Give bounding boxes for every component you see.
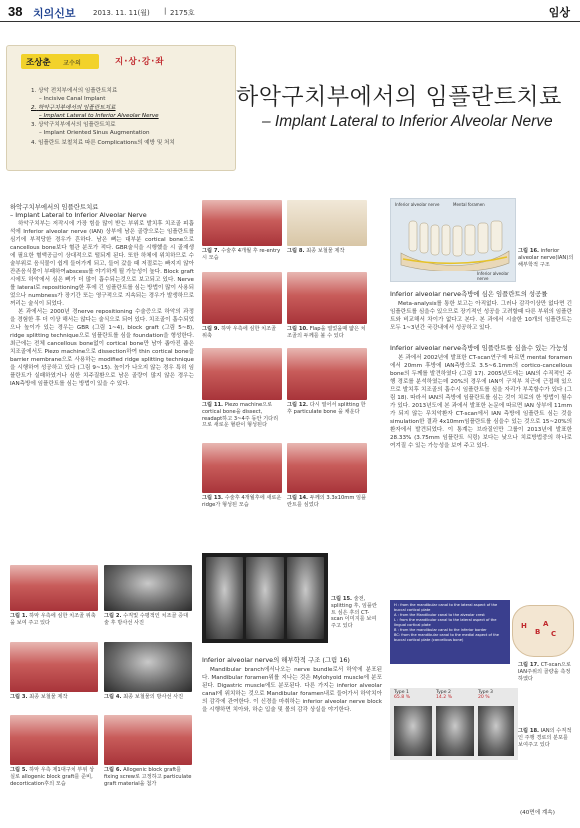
figure-13-caption: 그림 13. 수술후 4개월후에 새로운 ridge가 형성된 모습 [202, 495, 282, 508]
toc-item: 1. 상악 전치부에서의 임플란트치료 – Incisive Canal Implant [31, 88, 118, 102]
figure-7-caption: 그림 7. 수술후 4개월 후 re-entry 시 모습 [202, 248, 281, 261]
figure-5-photo [10, 715, 98, 765]
issue-date: 2013. 11. 11(월) [93, 9, 150, 17]
figure-11-photo [202, 348, 282, 400]
figure-2-xray [104, 565, 192, 611]
col3-paragraph-1: Meta-analysis를 통한 보고는 아직없다. 그러나 감각이상만 없다면 긴 임플란트를 심을수 있으므로 장기적인 성공을 고려할때 다른 부위의 임플란트와 비교해서 차이가 없다고 본다. 본 과에서 시술한 10개의 임플란트는 모두 1~3년간 국강내에서 성공하고 있다. [390, 301, 572, 331]
col1-paragraph: 하악구치부는 저작시에 가장 힘을 많이 받는 부위로 발치후 치조골 피흡석에 Inferior alveolar nerve (IAN) 상부에 남은 골량으로는 임플란트를 심기에 부적당한 경우가 흔하다. 남은 뼈는 대부분 cortical bone으로 cancellous bone보다 혈관 분포가 적다. GBR술식을 시행했을 시 골재생에 필요한 혈액공급이 상대적으로 떨되게 된다. 또한 하체에 위치하므로 수술부위로 음식물이 쉽게 들어가게 되고, 들어 갔을 때 저절로는 빠지지 않아 잔존음식물이 부패하여abscess를 야기하게 될 가능성이 높다. Block graft시에도 하악에서 심은 뼈가 더 많이 흡수되는것으로 보고되고 있다. Nerve를 lateral로 repositioning한 후에 긴 임플란트를 심는 방법이 많이 사용되었으나 numbness가 장기간 또는 영구적으로 지속되는 경우가 발생하므로 꺼리는 술식이 되었다. [10, 221, 194, 307]
figure-2-caption: 그림 2. 수직및 수평적인 치조골 증대술 후 방사선 사진 [104, 613, 189, 626]
col2-heading: Inferior alveolar nerve의 해부학적 구조 (그림 16) [202, 656, 350, 664]
figure-3-caption: 그림 3. 최종 보철물 제작 [10, 694, 68, 700]
figure-6-photo [104, 715, 192, 765]
type-3: Type 3 20 % [478, 690, 493, 700]
figure-5-caption: 그림 5. 하악 우측 제1대구치 부위 상실로 allogenic block graft를 준비, decortication후의 모습 [10, 767, 95, 787]
col3-text [390, 290, 572, 450]
legend-line: H : from the mandibular canal to the lateral aspect of the buccal cortical plate [394, 603, 498, 612]
col3-heading-2: Inferior alveolar nerve측방에 임플란트를 심을수 있는 가능성 [390, 344, 568, 352]
figure-17-diagram: H B A C [512, 605, 574, 657]
figure-8-photo [287, 200, 367, 246]
author-name: 조상춘 [26, 58, 51, 68]
col3-heading-1: Inferior alveolar nerve측방에 심은 임플란트의 성공률 [390, 290, 548, 298]
figure-17-legend [390, 600, 510, 664]
figure-1-photo [10, 565, 98, 611]
fig16-label: Inferior alveolar nerve [477, 271, 509, 281]
continued-note: (40면에 계속) [520, 810, 555, 816]
fig16-label: Mental foramen [453, 202, 485, 207]
figure-18-diagram [390, 688, 518, 760]
col2-bottom [202, 656, 382, 714]
type-2: Type 2 14.2 % [436, 690, 453, 700]
type-1: Type 1 65.8 % [394, 690, 411, 700]
figure-15-ct [202, 553, 328, 643]
toc-item-current: 2. 하악구치부에서의 임플란트치료 – Implant Lateral to Inferior Alveolar Nerve [31, 105, 159, 119]
page-header [0, 0, 580, 22]
series-title: 지·상·강·좌 [115, 57, 165, 67]
figure-18-caption: 그림 18. IAN의 수직적인 주행 경로의 분포를 보여주고 있다 [518, 728, 572, 748]
col1-subhead-en: – Implant Lateral to Inferior Alveolar Nerve [10, 211, 147, 219]
figure-12-caption: 그림 12. 다시 열어서 splitting 한후 particulate bone 을 채운다 [287, 402, 366, 415]
legend-line: A : from the Mandibular canal to the alveolar crest [394, 613, 485, 617]
figure-1-caption: 그림 1. 하악 우측에 심한 치조골 위축을 보여 주고 있다 [10, 613, 96, 626]
figure-16-illustration [390, 198, 516, 282]
jaw-drawing [399, 213, 511, 271]
figure-10-caption: 그림 10. Flap을 열었을때 얇은 치조골의 두께를 볼 수 있다 [287, 326, 366, 339]
figure-4-xray [104, 642, 192, 692]
figure-9-caption: 그림 9. 하악 우측에 심한 치조골 위축 [202, 326, 277, 339]
newspaper-name: 치의신보 [33, 7, 76, 20]
article-title-ko: 하악구치부에서의 임플란트치료 [236, 84, 562, 110]
toc-item: 3. 상악구치부에서의 임플란트치료 – Implant Oriented Sinus Augmentation [31, 122, 150, 136]
col1-text [10, 203, 194, 388]
col1-paragraph: 본 과에서는 2000년 경nerve repositioning 수술증으로 하악의 과정을 경험한 후 더 이상 해서는 않다는 술식으로 되어 있다. 치조골이 흡수되었으나 높이가 있는 경우는 GBR (그림 1~4), block graft (그림 5~8), ridge splitting technique으로 임플란트를 심을 foundation을 형성한다. 최근에는 전체 cancellous bone없이 cortical bone만 남아 좁아진 좁은 치조골에서도 Piezo machine으로 dissection하여 thin cortical bone을 barrier membrane으로 사용하는 modified ridge splitting technique을 시행하여 성공하고 있다 (그림 9~15). 높이가 나오지 않는 경우 특히 임플란트가 실패하였거나 심한 치주질환으로 남은 골량이 많지 않은 경우는 IAN측방에 임플란트를 심는 방법이 있을 수 있다. [10, 309, 194, 387]
figure-14-caption: 그림 14. 두께의 3.3x10mm 임플란트를 심었다 [287, 495, 367, 508]
col2-paragraph: Mandibular branch에서나오는 nerve bundle로서 하악에 분포된다. Mandibular foramen위를 지나는 것은 Mylohyoid muscle에 분포된다. Digastric muscle에도 분포된다. 다른 가지는 inferior alveolar canal에 위치하는 것으로 Mandibular foramen내로 들어가서 하악치아의 감각에 관여한다. 이 신경을 마취하는 inferior alveolar nerve block을 시행하면 치아와, 하순 입술 및 볼의 감각 상실을 야기한다. [202, 667, 382, 713]
fig16-label: Inferior alveolar nerve [395, 202, 440, 207]
figure-13-photo [202, 443, 282, 493]
figure-11-caption: 그림 11. Piezo machine으로 cortical bone을 dissect, readapt하고 3~4주 동안 기다리므로 새로운 혈관이 형성된다 [202, 402, 279, 429]
series-box [6, 45, 236, 171]
figure-8-caption: 그림 8. 최종 보철물 제작 [287, 248, 345, 254]
legend-line: BC: from the mandibular canal to the medial aspect of the buccal cortical plate (cancellous bone) [394, 633, 499, 642]
col3-paragraph-2: 본 과에서 2002년에 발표한 CT-scan연구에 따르면 mental foramen에서 20mm 후방에 IAN측방으로 3.5~6.1mm의 cortico-cancellous bone의 두께를 발견하였다 (그림 17). 2005년도에는 IAN의 수직적인 주행 경로를 분석하였는데 20%의 경우에 IAN이 구치부 치근에 근접해 있으므로 발치후 치조골의 흡수시 임플란트를 심을 자리가 부족할수가 있다 (그림 18). 따라서 IAN의 측방에 임플란트를 심는 것이 치료의 한 방법이 될수가 있다. 2013년도에 본 과에서 발표한 논문에 따르면 IAN 상부에 11mm가 되지 않는 무치악환자 CT-scan에서 IAN 측방에 임플란트 심는 것을 simulation한 결과 4x10mm임플란트를 심을수 있는 것으로 15~20%의 환자에서 발견되었다. 이 통계는 브라질인만 그룹이 2013년에 발표한 28.33% (3.75mm 임플란트 식링) 보다는 낮으나 치료방법중의 하나로 여겨질 수 있는 가능성을 보여 주고 있다. [390, 355, 572, 449]
figure-12-photo [287, 348, 367, 400]
col1-subhead: 하악구치부에서의 임플란트치료 [10, 203, 99, 211]
issue-number: 2175호 [170, 9, 195, 17]
figure-7-photo [202, 200, 282, 246]
legend-line: L : from the mandibular canal to the lateral aspect of the lingual cortical plate [394, 618, 497, 627]
header-divider: | [164, 7, 167, 15]
figure-4-caption: 그림 4. 최종 보철물의 방사선 사진 [104, 694, 184, 700]
figure-15-caption: 그림 15. 술전, splitting 후, 임플란트 심은 후의 CT-scan 이미지를 보여주고 있다 [331, 596, 377, 630]
figure-10-photo [287, 272, 367, 324]
figure-16-caption: 그림 16. inferior alveolar nerve(IAN)의 해부학적 구조 [518, 248, 574, 268]
figure-14-photo [287, 443, 367, 493]
figure-3-photo [10, 642, 98, 692]
author-tab [21, 54, 99, 69]
figure-17-caption: 그림 17. CT-scan으로 IAN주위의 골량을 측정하였다 [518, 662, 571, 682]
article-title-en: – Implant Lateral to Inferior Alveolar Nerve [262, 113, 553, 130]
section-label: 임상 [548, 6, 570, 19]
legend-line: B : from the mandibular canal to the inferior border [394, 628, 487, 632]
author-role: 교수의 [63, 60, 81, 67]
figure-6-caption: 그림 6. Allogenic block graft를 fixing screw로 고정하고 particulate graft material을 첨가 [104, 767, 192, 787]
series-toc [31, 88, 231, 147]
figure-9-photo [202, 272, 282, 324]
toc-item: 4. 임플란트 보철치료 따른 Complications의 예방 및 처치 [31, 139, 175, 146]
page-number: 38 [8, 4, 23, 19]
